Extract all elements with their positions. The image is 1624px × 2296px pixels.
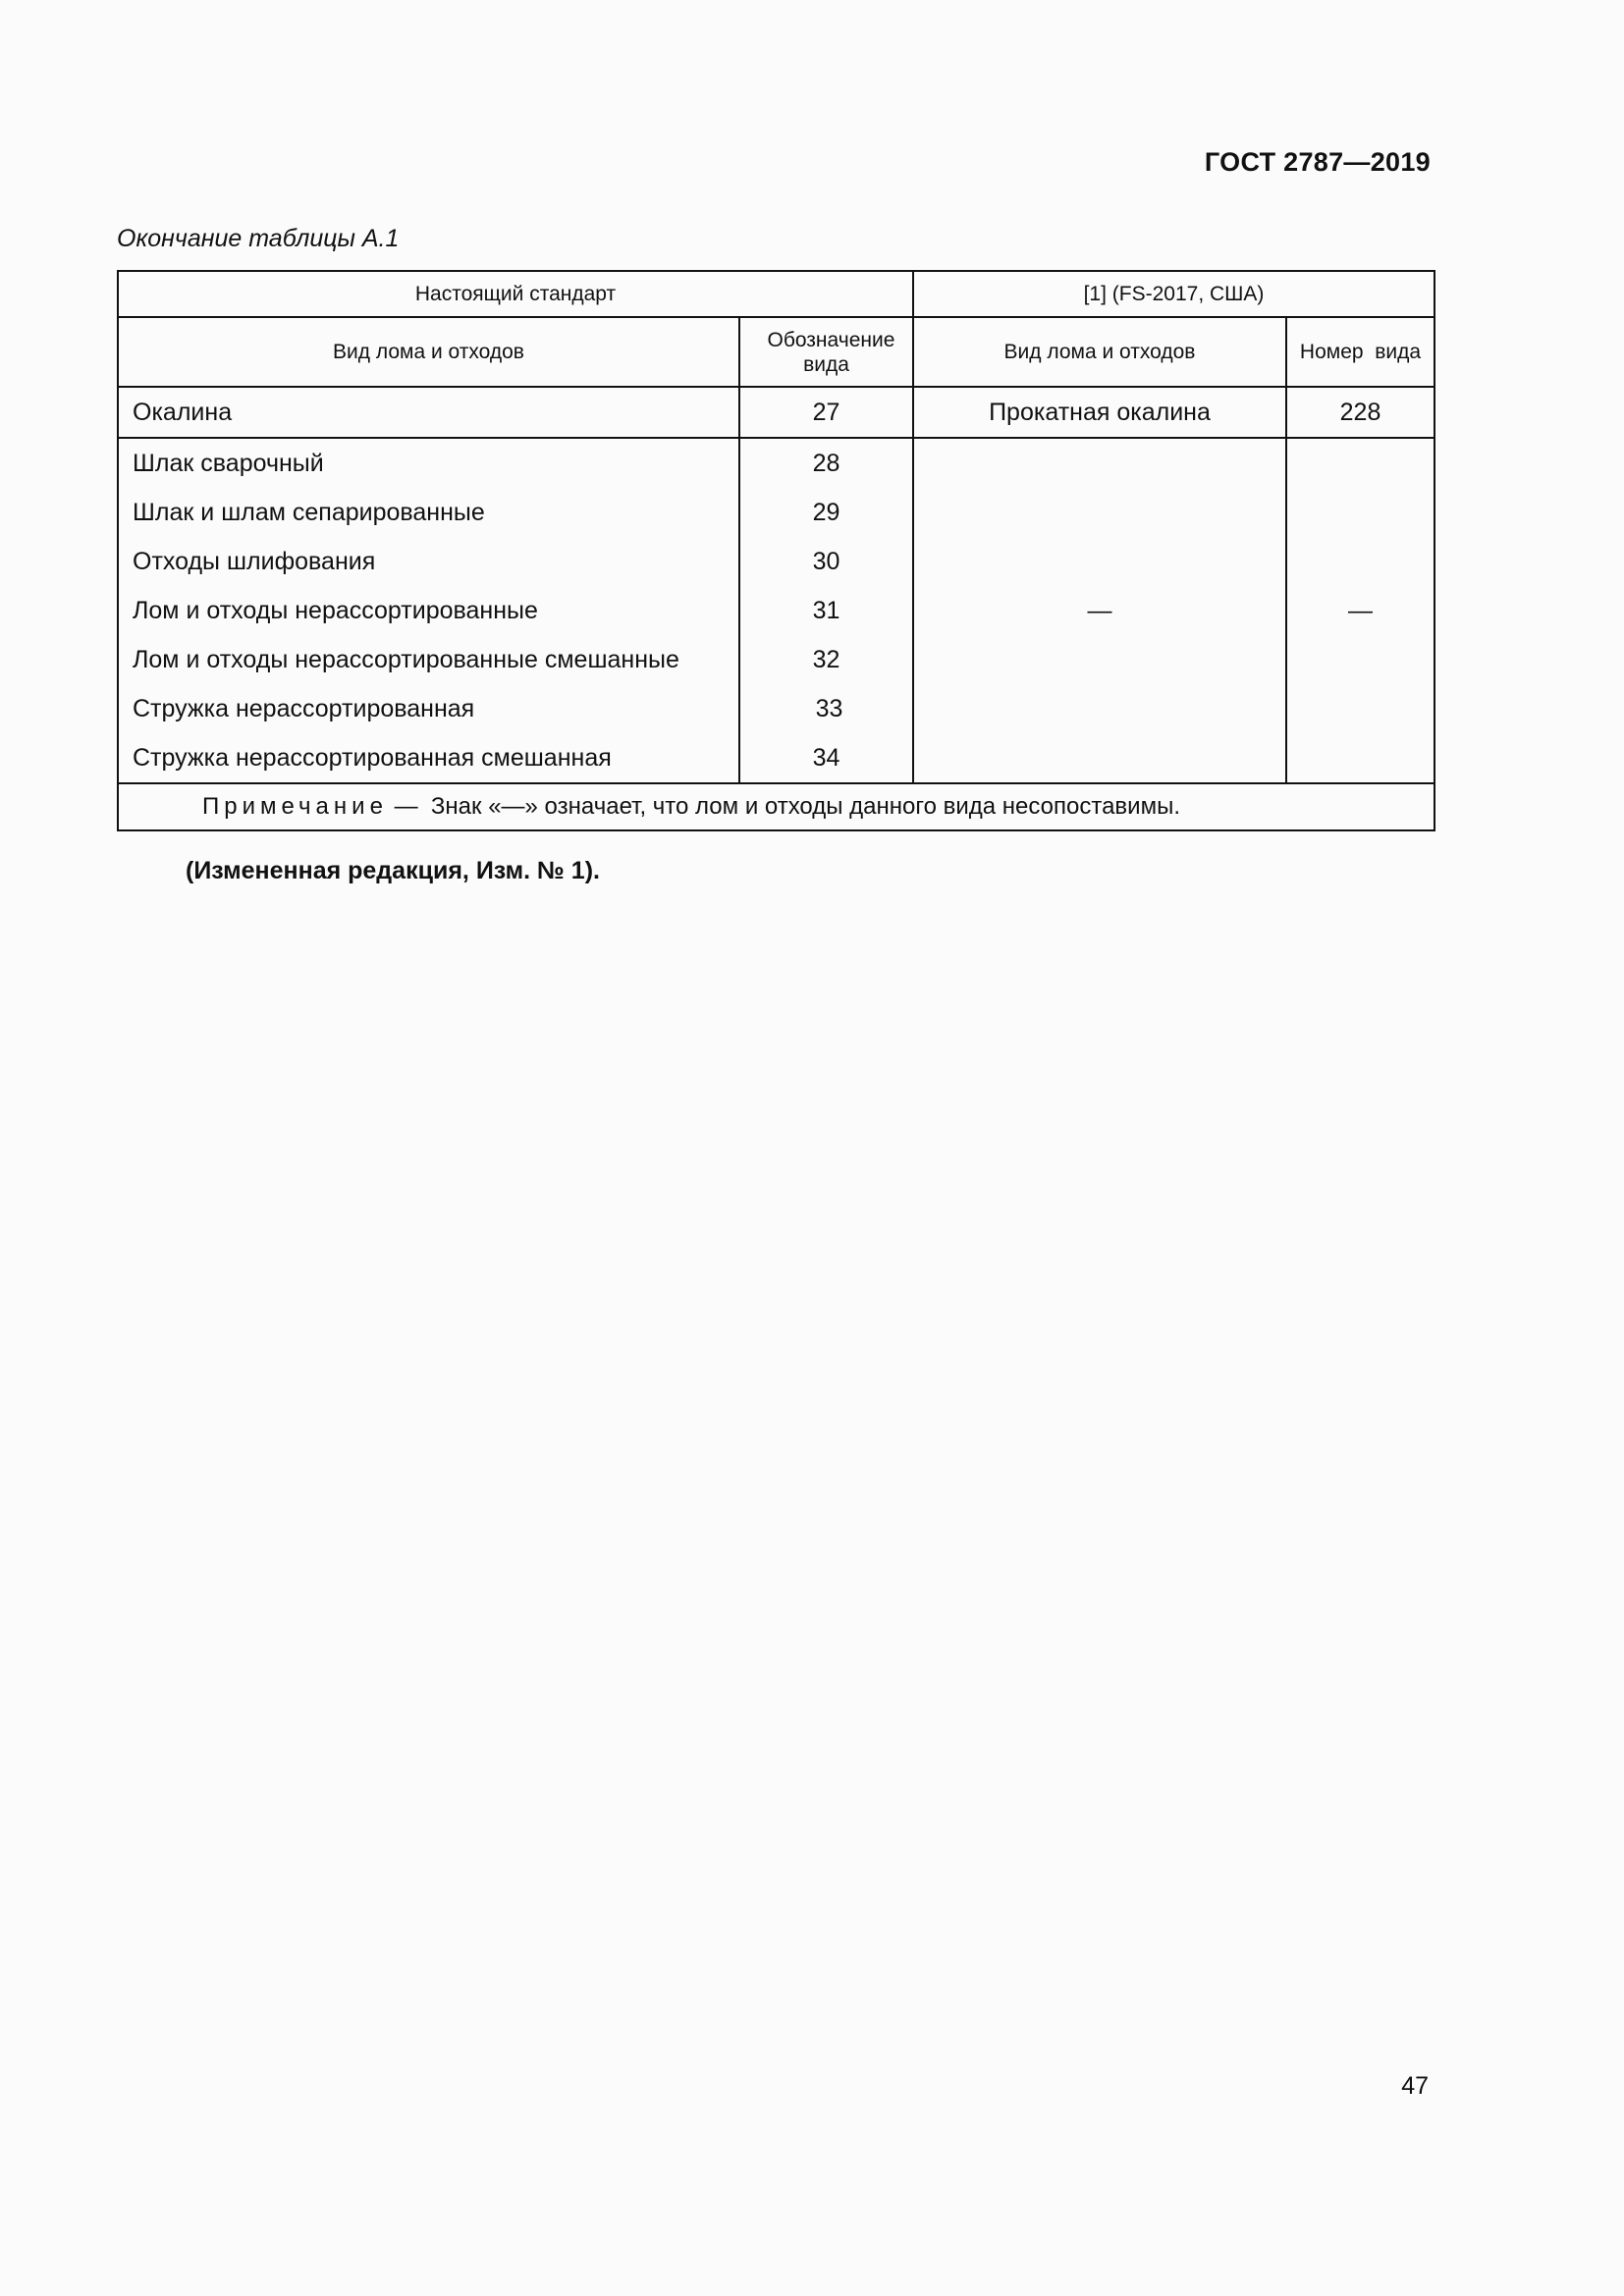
- row-name: Лом и отходы нерассортированные: [133, 597, 538, 624]
- comparison-table: [117, 270, 1435, 831]
- row-name: Стружка нерассортированная смешанная: [133, 744, 612, 772]
- note-label: Примечание: [202, 793, 388, 820]
- table-note: [118, 783, 1435, 830]
- table-caption: Окончание таблицы А.1: [117, 225, 400, 252]
- row-code: 33: [815, 695, 843, 722]
- row-foreign-name: Прокатная окалина: [913, 387, 1286, 438]
- note-text: — Знак «—» означает, что лом и отходы данного вида несопоставимы.: [387, 793, 1181, 820]
- header-national-standard: Настоящий стандарт: [118, 271, 913, 317]
- group-codes-cell: [739, 438, 913, 783]
- page-number: 47: [1401, 2072, 1429, 2100]
- row-name: Стружка нерассортированная: [133, 695, 475, 722]
- table-row-group: [118, 438, 1435, 783]
- row-code: 29: [812, 499, 840, 526]
- row-name: Шлак и шлам сепарированные: [133, 499, 485, 526]
- row-code: 27: [739, 387, 913, 438]
- table-row: [118, 387, 1435, 438]
- header-foreign-standard: [1] (FS-2017, США): [913, 271, 1435, 317]
- document-code: ГОСТ 2787—2019: [1204, 147, 1431, 177]
- row-name: Лом и отходы нерассортированные смешанные: [133, 646, 679, 673]
- column-header-code: Обозначение вида: [739, 317, 913, 387]
- amendment-note: (Измененная редакция, Изм. № 1).: [186, 857, 600, 884]
- group-foreign-number: —: [1286, 438, 1435, 783]
- row-name: Окалина: [118, 387, 739, 438]
- row-code: 28: [812, 450, 840, 477]
- group-names-cell: [118, 438, 739, 783]
- column-header-foreign-number: Номер вида: [1286, 317, 1435, 387]
- group-foreign-name: —: [913, 438, 1286, 783]
- row-name: Отходы шлифования: [133, 548, 376, 575]
- column-header-foreign-type: Вид лома и отходов: [913, 317, 1286, 387]
- row-code: 31: [812, 597, 840, 624]
- row-foreign-number: 228: [1286, 387, 1435, 438]
- row-name: Шлак сварочный: [133, 450, 324, 477]
- row-code: 34: [812, 744, 840, 772]
- row-code: 32: [812, 646, 840, 673]
- row-code: 30: [812, 548, 840, 575]
- column-header-type: Вид лома и отходов: [118, 317, 739, 387]
